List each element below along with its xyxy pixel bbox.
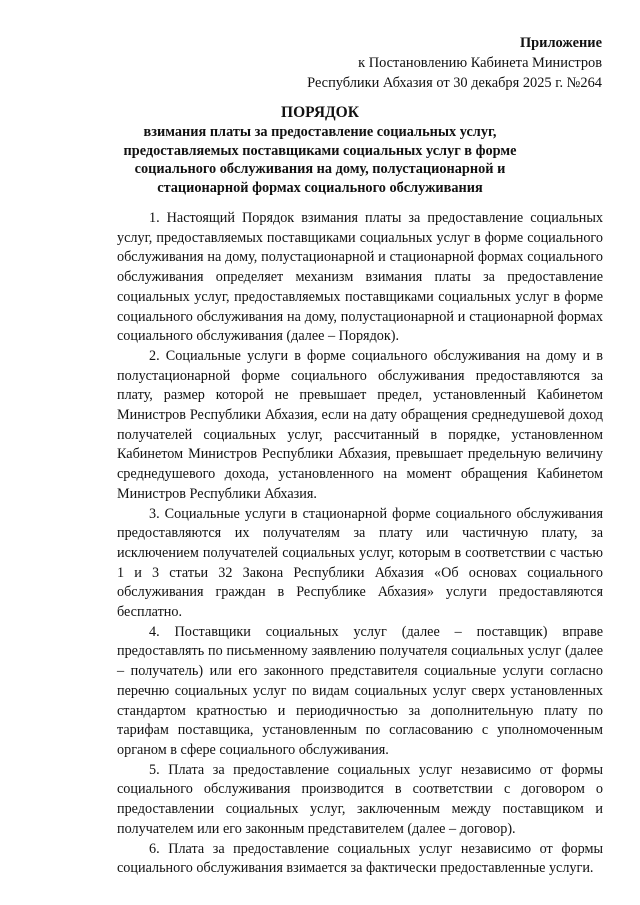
document-heading bbox=[110, 102, 530, 197]
appendix-line-date: Республики Абхазия от 30 декабря 2025 г. №264 bbox=[307, 75, 602, 91]
paragraph-2: 2. Социальные услуги в форме социального обслуживания на дому и в полустационарной форме социального обслуживания предоставляются за плату, размер которой не превышает предел, установленный Кабинетом Министров Республики Абхазия, если на дату обращения среднедушевой доход получателей социальных услуг, рассчитанный в порядке, установленном Кабинетом Министров Республики Абхазия, превышает предельную величину среднедушевого дохода, установленного на момент обращения Кабинетом Министров Республики Абхазия. bbox=[117, 347, 603, 502]
paragraph-6: 6. Плата за предоставление социальных услуг независимо от формы социального обслуживания взимается за фактически предоставленные услуги. bbox=[117, 840, 603, 877]
paragraph-5: 5. Плата за предоставление социальных услуг независимо от формы социального обслуживания производится в соответствии с договором о предоставлении социальных услуг, заключенным между поставщиком и получателем или его законным представителем (далее – договор). bbox=[117, 761, 603, 837]
document-body bbox=[117, 209, 603, 879]
appendix-line-decree: к Постановлению Кабинета Министров bbox=[358, 55, 602, 71]
paragraph-1: 1. Настоящий Порядок взимания платы за предоставление социальных услуг, предоставляемых поставщиками социальных услуг в форме социального обслуживания на дому, полустационарной и стационарной формах социального обслуживания определяет механизм взимания платы за предоставление социальных услуг, предоставляемых поставщиками социальных услуг в форме социального обслуживания на дому, полустационарной и стационарной формах социального обслуживания (далее – Порядок). bbox=[117, 210, 603, 345]
document-title: ПОРЯДОК bbox=[281, 104, 359, 121]
paragraph-4: 4. Поставщики социальных услуг (далее – поставщик) вправе предоставлять по письменному заявлению получателя социальных услуг (далее – получатель) или его законного представителя социальные услуги согласно перечню социальных услуг по видам социальных услуг сверх установленных стандартом кратностью и периодичностью за дополнительную плату по тарифам поставщика, установленным по согласованию с уполномоченным органом в сфере социального обслуживания. bbox=[117, 623, 603, 758]
paragraph-3: 3. Социальные услуги в стационарной форме социального обслуживания предоставляются их получателям за плату или частичную плату, за исключением получателей социальных услуг, которым в соответствии с частью 1 и 3 статьи 32 Закона Республики Абхазия «Об основах социального обслуживания граждан в Республике Абхазия» услуги предоставляются бесплатно. bbox=[117, 505, 603, 621]
appendix-block bbox=[307, 33, 602, 93]
document-subtitle: взимания платы за предоставление социальных услуг, предоставляемых поставщиками социальных услуг в форме социального обслуживания на дому, полустационарной и стационарной формах социального обслуживания bbox=[123, 124, 517, 196]
appendix-title: Приложение bbox=[519, 35, 602, 51]
